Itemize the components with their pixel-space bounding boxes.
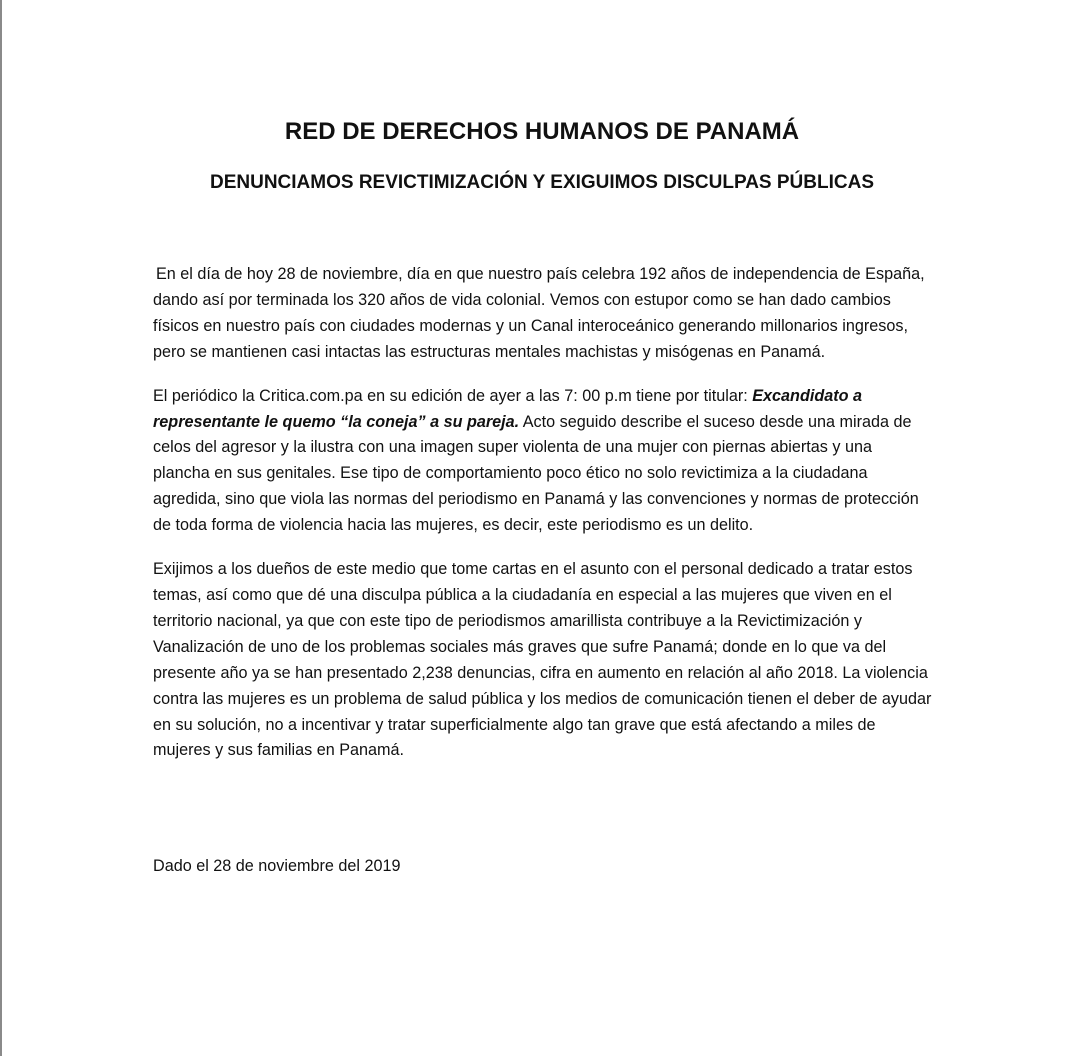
document-body [153, 262, 933, 782]
document-title: RED DE DERECHOS HUMANOS DE PANAMÁ [284, 118, 800, 145]
paragraph-demand: Exijimos a los dueños de este medio que tome cartas en el asunto con el personal dedicado a tratar estos temas, así como que dé una disculpa pública a la ciudadanía en especial a las mujeres que viven en el territorio nacional, ya que con este tipo de periodismos amarillista contribuye a la Revictimización y Vanalización de uno de los problemas sociales más graves que sufre Panamá; donde en lo que va del presente año ya se han presentado 2,238 denuncias, cifra en aumento en relación al año 2018. La violencia contra las mujeres es un problema de salud pública y los medios de comunicación tienen el deber de ayudar en su solución, no a incentivar y tratar superficialmente algo tan grave que está afectando a miles de mujeres y sus familias en Panamá. [153, 560, 932, 760]
paragraph-intro: En el día de hoy 28 de noviembre, día en que nuestro país celebra 192 años de independencia de España, dando así por terminada los 320 años de vida colonial. Vemos con estupor como se han dado cambios físicos en nuestro país con ciudades modernas y un Canal interoceánico generando millonarios ingresos, pero se mantienen casi intactas las estructuras mentales machistas y misógenas en Panamá. [153, 265, 925, 361]
newspaper-headline: Excandidato a representante le quemo “la coneja” a su pareja. [153, 386, 862, 431]
document-subtitle: DENUNCIAMOS REVICTIMIZACIÓN Y EXIGUIMOS DISCULPAS PÚBLICAS [210, 172, 874, 193]
paragraph-newspaper-rest: Acto seguido describe el suceso desde una mirada de celos del agresor y la ilustra con una imagen super violenta de una mujer con piernas abiertas y una plancha en sus genitales. Ese tipo de comportamiento poco ético no solo revictimiza a la ciudadana agredida, sino que viola las normas del periodismo en Panamá y las convenciones y normas de protección de toda forma de violencia hacia las mujeres, es decir, este periodismo es un delito. [153, 412, 919, 535]
paragraph-newspaper [153, 384, 933, 539]
paragraph-newspaper-intro: El periódico la Critica.com.pa en su edición de ayer a las 7: 00 p.m tiene por titular: [153, 386, 753, 405]
date-line: Dado el 28 de noviembre del 2019 [153, 857, 401, 875]
